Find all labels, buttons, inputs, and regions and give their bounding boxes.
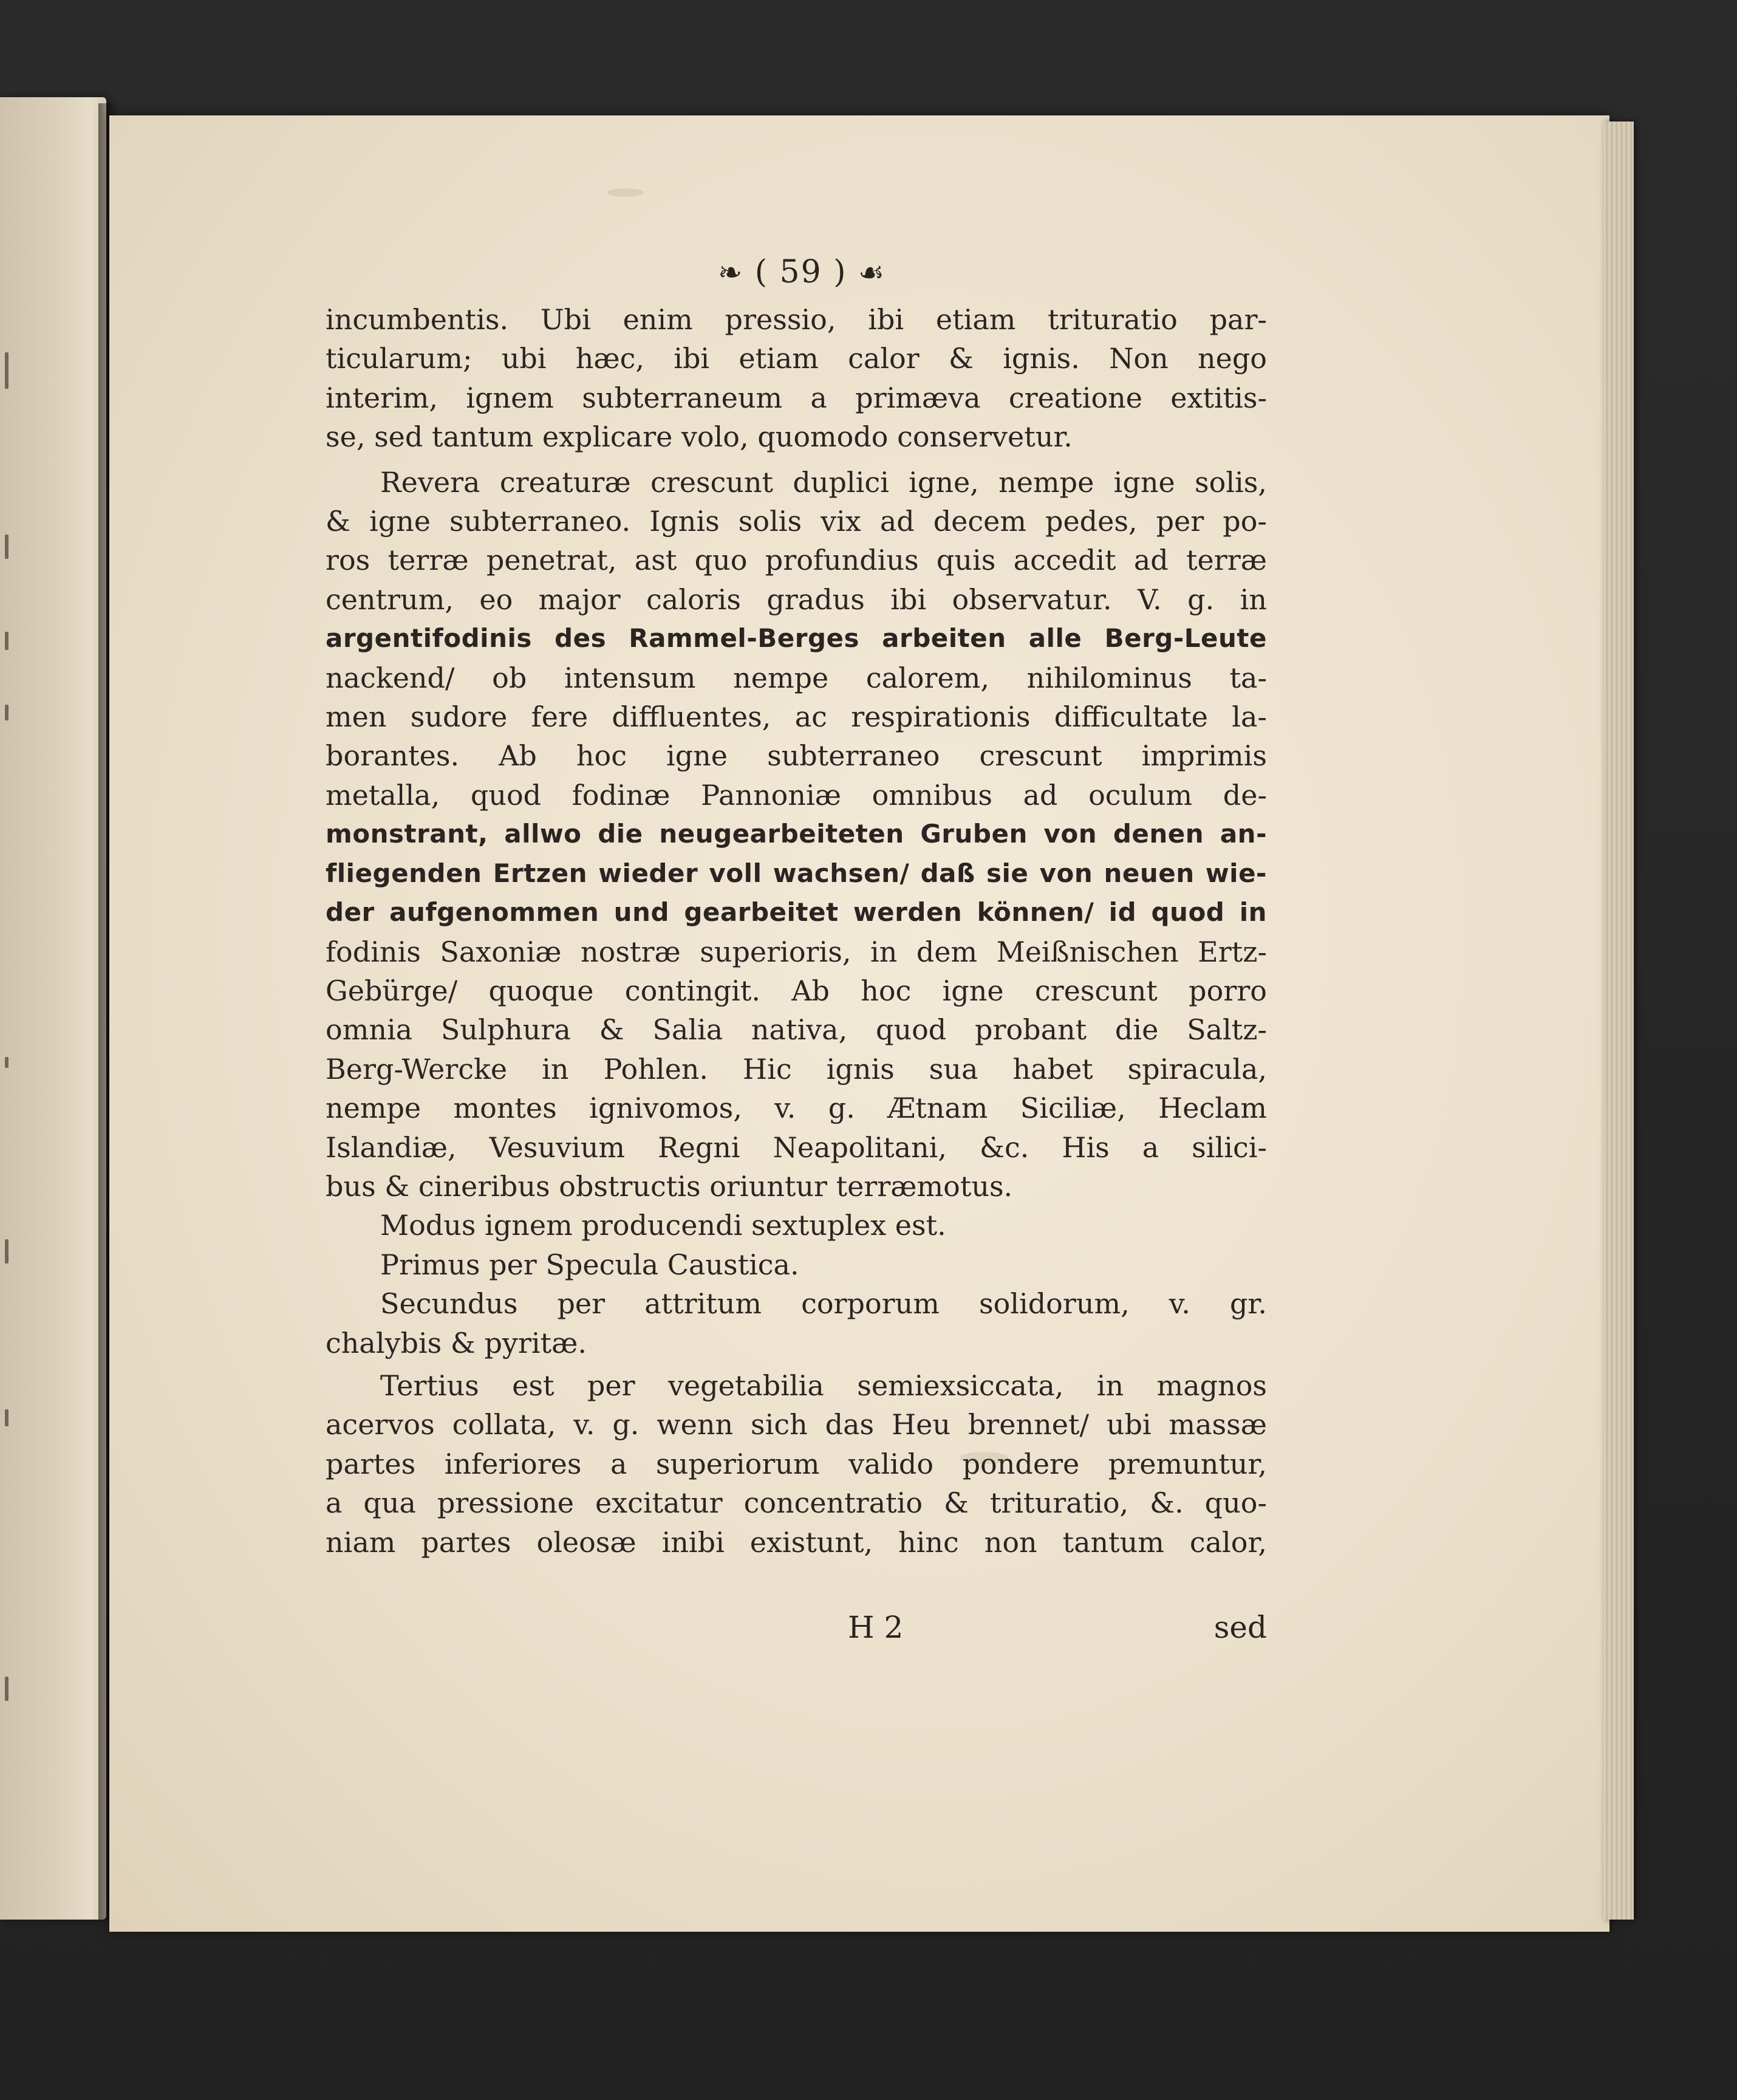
right-ornament-icon: ☙: [858, 256, 886, 290]
text-line: bus & cineribus obstructis oriuntur terræmotus.: [326, 1169, 1013, 1203]
paragraph-6: [326, 1366, 1267, 1562]
text-line: & igne subterraneo. Ignis solis vix ad decem pedes, per po-: [326, 505, 1267, 538]
signature-mark: H 2: [848, 1610, 904, 1645]
text-line: interim, ignem subterraneum a primæva creatione extitis-: [326, 381, 1267, 414]
text-line: centrum, eo major caloris gradus ibi observatur. V. g. in: [326, 583, 1267, 616]
text-line: incumbentis. Ubi enim pressio, ibi etiam trituratio par-: [326, 303, 1267, 336]
body-text: [326, 300, 1267, 1562]
text-line: nempe montes ignivomos, v. g. Ætnam Siciliæ, Heclam: [326, 1092, 1267, 1125]
text-line: Tertius est per vegetabilia semiexsiccata, in magnos: [380, 1369, 1267, 1402]
text-line: der aufgenommen und gearbeitet werden können/ id quod in: [326, 897, 1267, 928]
text-line: a qua pressione excitatur concentratio & trituratio, &. quo-: [326, 1486, 1267, 1520]
left-page-edge: [0, 97, 106, 1920]
paragraph-5: [326, 1284, 1267, 1363]
text-line: omnia Sulphura & Salia nativa, quod probant die Saltz-: [326, 1013, 1267, 1047]
text-line: ros terræ penetrat, ast quo profundius quis accedit ad terræ: [326, 544, 1267, 577]
left-ornament-icon: ❧: [717, 256, 744, 290]
text-line: fliegenden Ertzen wieder voll wachsen/ daß sie von neuen wie-: [326, 858, 1267, 888]
page-fore-edge: [1603, 121, 1634, 1920]
text-line: Modus ignem producendi sextuplex est.: [380, 1209, 946, 1242]
text-line: borantes. Ab hoc igne subterraneo crescunt imprimis: [326, 739, 1267, 773]
text-line: men sudore fere diffluentes, ac respirationis difficultate la-: [326, 700, 1267, 734]
text-line: se, sed tantum explicare volo, quomodo conservetur.: [326, 420, 1073, 454]
text-line: chalybis & pyritæ.: [326, 1326, 587, 1360]
text-line: nackend/ ob intensum nempe calorem, nihilominus ta-: [326, 661, 1267, 694]
page-footer: [326, 1610, 1267, 1652]
text-line: Berg-Wercke in Pohlen. Hic ignis sua habet spiracula,: [326, 1052, 1267, 1086]
paragraph-4: [326, 1245, 1267, 1284]
text-line: fodinis Saxoniæ nostræ superioris, in dem Meißnischen Ertz-: [326, 935, 1267, 968]
paragraph-2: [326, 463, 1267, 1206]
paragraph-1: [326, 300, 1267, 457]
text-line: Islandiæ, Vesuvium Regni Neapolitani, &c. His a silici-: [326, 1130, 1267, 1164]
text-line: Revera creaturæ crescunt duplici igne, nempe igne solis,: [380, 465, 1267, 499]
text-line: Gebürge/ quoque contingit. Ab hoc igne crescunt porro: [326, 974, 1267, 1007]
catchword: sed: [1213, 1610, 1267, 1645]
text-line: Primus per Specula Caustica.: [380, 1248, 799, 1281]
paragraph-3: [326, 1206, 1267, 1245]
text-line: acervos collata, v. g. wenn sich das Heu brennet/ ubi massæ: [326, 1408, 1267, 1442]
text-line: ticularum; ubi hæc, ibi etiam calor & ignis. Non nego: [326, 342, 1267, 375]
text-line: niam partes oleosæ inibi existunt, hinc non tantum calor,: [326, 1525, 1267, 1559]
running-head: [668, 254, 935, 290]
text-line: monstrant, allwo die neugearbeiteten Gruben von denen an-: [326, 819, 1267, 849]
text-line: Secundus per attritum corporum solidorum, v. gr.: [380, 1287, 1267, 1321]
page-number: ( 59 ): [754, 254, 847, 290]
text-line: argentifodinis des Rammel-Berges arbeiten alle Berg-Leute: [326, 623, 1267, 654]
text-line: partes inferiores a superiorum valido pondere premuntur,: [326, 1447, 1267, 1480]
text-line: metalla, quod fodinæ Pannoniæ omnibus ad oculum de-: [326, 778, 1267, 812]
left-page-marks: [5, 97, 23, 1920]
